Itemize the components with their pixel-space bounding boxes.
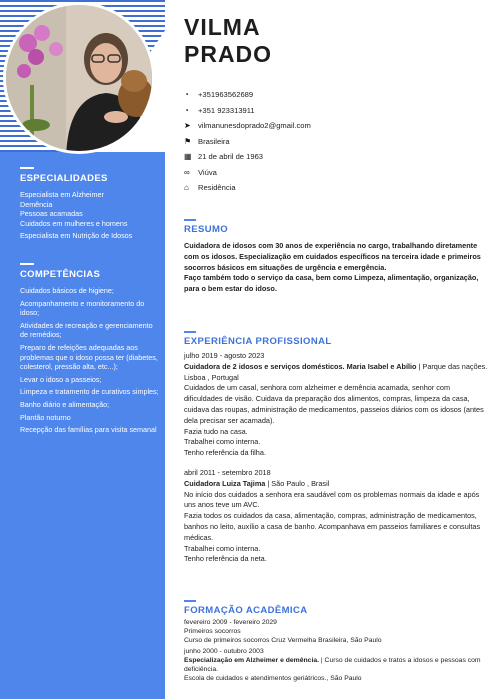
contact-text[interactable]: vilmanunesdoprado2@gmail.com [198, 121, 311, 131]
whatsapp-icon: ◔ [184, 105, 189, 115]
candidate-name [184, 14, 272, 68]
experience-section [184, 331, 488, 565]
competency-item: Recepção das famílias para visita semanal [20, 425, 157, 435]
section-divider [184, 331, 196, 333]
education-title: FORMAÇÃO ACADÊMICA [184, 605, 308, 616]
contact-phone-1 [184, 87, 484, 103]
avatar [3, 2, 155, 154]
specialties-section [20, 167, 160, 241]
job-entry [184, 468, 488, 565]
education-dates: junho 2000 - outubro 2003 [184, 648, 264, 656]
competency-item: Preparo de refeições adequadas aos problemas que o idoso possa ter (diabetes, colesterol, pressão alta, etc...); [20, 342, 158, 372]
contact-birthdate [184, 149, 484, 165]
contact-text: +351 923313911 [198, 105, 255, 115]
contact-text: Viúva [198, 167, 217, 177]
specialty-item: Especialista em Nutrição de Idosos [20, 231, 133, 241]
job-description: Tenho referência da neta. [184, 554, 267, 564]
job-description: Fazia todos os cuidados da casa, alimentação, compras, administração de medicamentos, banhos no leito, auxílio a casa de banho. Acompanhava em passeios familiares e consultas médicas. [184, 511, 481, 542]
education-description: Escola de cuidados e atendimentos geriátricos., São Paulo [184, 674, 362, 682]
competency-item: Banho diário e alimentação; [20, 399, 110, 409]
name-line-2: PRADO [184, 41, 273, 67]
contact-residence [184, 180, 484, 196]
house-icon: ⌂ [184, 183, 189, 193]
contact-list [184, 87, 484, 196]
education-name: Especialização em Alzheimer e demência. [184, 657, 319, 665]
education-section [184, 600, 488, 684]
flag-icon: ⚑ [184, 136, 192, 146]
specialty-item: Especialista em Alzheimer [20, 190, 104, 199]
job-description: Fazia tudo na casa. [184, 426, 248, 436]
send-icon: ➤ [184, 121, 191, 131]
competency-item: Acompanhamento e monitoramento do idoso; [20, 298, 145, 318]
section-divider [20, 167, 34, 169]
job-place: | Parque das nações. Lisboa , Portugal [184, 361, 488, 382]
specialty-item: Pessoas acamadas [20, 209, 83, 219]
summary-section [184, 219, 488, 295]
education-entry [184, 619, 488, 645]
contact-text: Residência [198, 183, 236, 193]
name-line-1: VILMA [184, 14, 261, 40]
education-name: Primeiros socorros [184, 627, 241, 635]
job-entry [184, 351, 488, 459]
portrait-illustration [6, 5, 155, 154]
competency-item: Levar o idoso a passeios; [20, 374, 102, 384]
competency-item: Cuidados básicos de higiene; [20, 286, 114, 295]
competencies-section [20, 263, 160, 435]
job-role: Cuidadora de 2 idosos e serviços domésticos. Maria Isabel e Abílio [184, 361, 417, 371]
specialty-item: Cuidados em mulheres e homens [20, 218, 128, 228]
contact-text: Brasileira [198, 136, 230, 146]
education-dates: fevereiro 2009 - fevereiro 2029 [184, 619, 277, 626]
competencies-title: COMPETÊNCIAS [20, 269, 101, 280]
specialty-item: Demência [20, 199, 53, 209]
job-place: | São Paulo , Brasil [265, 478, 330, 488]
section-divider [184, 219, 196, 221]
job-description: Tenho referência da filha. [184, 448, 266, 458]
education-description: | Curso de cuidados e tratos a idosos e pessoas com deficiência. [184, 657, 481, 673]
job-description: Trabalhei como interna. [184, 543, 261, 553]
job-description: Cuidados de um casal, senhora com alzheimer e demência acamada, senhor com dificuldades de visão. Cuidava da preparação dos alimentos, compras, limpeza da casa, cuidava das roupas, administração de medicamentos, passeios diários com os idosos (antes dela precisar ser acamada). [184, 383, 484, 425]
education-heading [184, 657, 488, 675]
section-divider [20, 263, 34, 265]
experience-title: EXPERIÊNCIA PROFISSIONAL [184, 336, 332, 347]
section-divider [184, 600, 196, 602]
competency-item: Atividades de recreação e gerenciamento de remédios; [20, 320, 153, 340]
job-heading [184, 362, 488, 384]
job-dates: abril 2011 - setembro 2018 [184, 467, 271, 477]
competency-item: Limpeza e tratamento de curativos simples; [20, 387, 159, 397]
contact-text: 21 de abril de 1963 [198, 152, 264, 162]
contact-phone-2 [184, 103, 484, 119]
summary-paragraph: Cuidadora de idosos com 30 anos de experiência no cargo, trabalhando diretamente com os idosos. Especialização em cuidados específicos na terceira idade e primeiros socorros básicos em situações de urgência e emergência. [184, 241, 481, 272]
photo-area [0, 0, 165, 152]
contact-marital-status [184, 165, 484, 181]
job-role: Cuidadora Luiza Tajima [184, 478, 266, 488]
job-description: Trabalhei como interna. [184, 437, 261, 447]
competency-item: Plantão noturno [20, 412, 71, 422]
job-description: No início dos cuidados a senhora era saudável com os problemas normais da idade e após uns anos teve um AVC. [184, 489, 480, 510]
whatsapp-icon: ◔ [184, 90, 189, 100]
contact-email[interactable] [184, 118, 484, 134]
calendar-icon: ▦ [184, 152, 192, 162]
education-entry [184, 648, 488, 683]
education-description: Curso de primeiros socorros Cruz Vermelha Brasileira, São Paulo [184, 636, 382, 644]
summary-paragraph: Faço também todo o serviço da casa, bem como Limpeza, alimentação, organização, para o bem estar do idoso. [184, 273, 479, 294]
specialties-title: ESPECIALIDADES [20, 173, 108, 184]
contact-nationality [184, 134, 484, 150]
rings-icon: ∞ [184, 167, 190, 177]
sidebar [0, 0, 165, 699]
job-dates: julho 2019 - agosto 2023 [184, 351, 265, 360]
contact-text: +351963562689 [198, 90, 254, 100]
job-heading [184, 479, 488, 490]
summary-title: RESUMO [184, 224, 229, 235]
